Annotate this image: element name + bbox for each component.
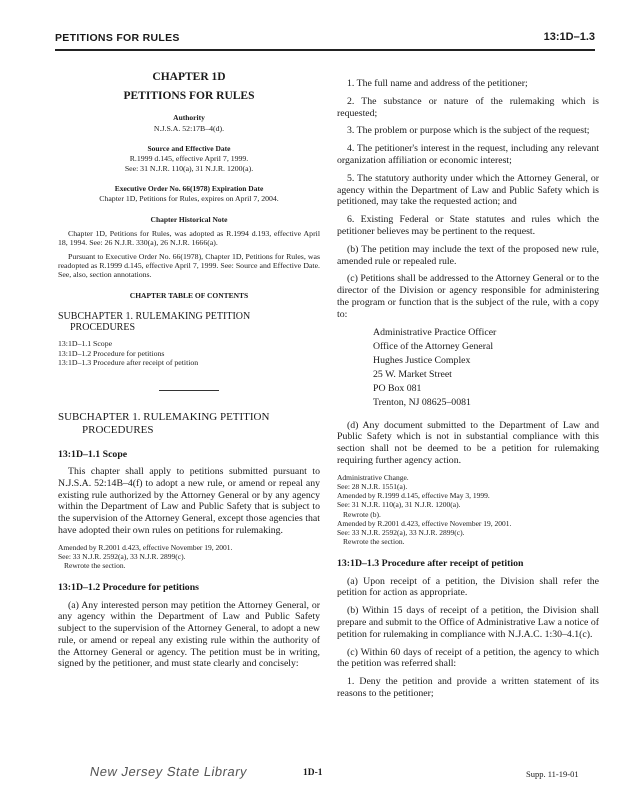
- section-heading-1-2: 13:1D–1.2 Procedure for petitions: [58, 582, 199, 594]
- paragraph-1-3-b: (b) Within 15 days of receipt of a petition, the Division shall prepare and submit to the Office of Administrative Law a notice of petition for rulemaking in compliance with N.J.A.C. 1:30–4.1(c).: [337, 605, 599, 640]
- chapter-number: CHAPTER 1D: [152, 71, 226, 83]
- supplement-date: Supp. 11-19-01: [526, 769, 579, 779]
- toc-label: Procedure after receipt of petition: [93, 358, 199, 368]
- address-line: PO Box 081: [373, 382, 422, 394]
- toc-item[interactable]: [58, 358, 320, 367]
- toc-subchapter: SUBCHAPTER 1. RULEMAKING PETITION: [58, 311, 251, 323]
- eo-heading: Executive Order No. 66(1978) Expiration Date: [114, 184, 264, 194]
- right-column: [337, 60, 599, 700]
- running-header: [55, 27, 595, 51]
- header-title: PETITIONS FOR RULES: [55, 32, 180, 44]
- source-text-1: R.1999 d.145, effective April 7, 1999.: [129, 154, 249, 164]
- history-text-1: Chapter 1D, Petitions for Rules, was adopted as R.1994 d.193, effective April 18, 1994. See: 26 N.J.R. 330(a), 26 N.J.R. 1666(a).: [58, 228, 320, 248]
- list-item: 5. The statutory authority under which the Attorney General, or agency within the Department of Law and Public Safety which is petitioned, may take the requested action; and: [337, 172, 599, 208]
- history-text-2: Pursuant to Executive Order No. 66(1978), Chapter 1D, Petitions for Rules, was readopted as R.1999 d.145, effective April 7, 1999. See: Source and Effective Date. See, also, section annotations.: [58, 251, 320, 280]
- toc-heading: CHAPTER TABLE OF CONTENTS: [129, 290, 249, 300]
- list-item: 1. The full name and address of the petitioner;: [347, 78, 528, 89]
- paragraph-1-3-c-1: 1. Deny the petition and provide a written statement of its reasons to the petitioner;: [337, 676, 599, 699]
- section-heading-1-1: 13:1D–1.1 Scope: [58, 448, 128, 460]
- paragraph-c: (c) Petitions shall be addressed to the Attorney General or to the director of the Division or agency responsible for administering the program or function that is the subject of the rule, with a copy to:: [337, 273, 599, 320]
- address-line: 25 W. Market Street: [373, 368, 452, 380]
- left-column: [58, 60, 320, 670]
- address-line: Administrative Practice Officer: [373, 326, 497, 338]
- paragraph-b: (b) The petition may include the text of the proposed new rule, amended rule or repealed rule.: [337, 243, 599, 267]
- scope-paragraph: This chapter shall apply to petitions submitted pursuant to N.J.S.A. 52:14B–4(f) to adopt a new rule, or amend or repeal any existing rule authorized by the Attorney General or by any agency within the Department of Law and Public Safety that is subject to the supervision of the Attorney General, except those agencies that have adopted their own rules on petitions for rulemaking.: [58, 465, 320, 536]
- toc-num: 13:1D–1.2: [58, 348, 92, 358]
- note-line: Amended by R.1999 d.145, effective May 3, 1999.: [337, 491, 490, 501]
- paragraph-1-3-a: (a) Upon receipt of a petition, the Division shall refer the petition for action as appropriate.: [337, 575, 599, 599]
- eo-text: Chapter 1D, Petitions for Rules, expires on April 7, 2004.: [99, 194, 279, 204]
- toc-list: [58, 339, 320, 367]
- section-notes-1-1: [58, 543, 320, 571]
- header-section: 13:1D–1.3: [543, 31, 595, 43]
- authority-heading: Authority: [173, 113, 205, 123]
- toc-item[interactable]: [58, 349, 320, 358]
- toc-subchapter-2: PROCEDURES: [70, 322, 136, 334]
- note-line: See: 33 N.J.R. 2592(a), 33 N.J.R. 2899(c).: [58, 551, 186, 561]
- subchapter-title-2: PROCEDURES: [82, 423, 154, 436]
- chapter-title: PETITIONS FOR RULES: [123, 90, 255, 103]
- divider: [159, 390, 219, 391]
- list-item: 2. The substance or nature of the rulemaking which is requested;: [337, 95, 599, 119]
- source-text-2: See: 31 N.J.R. 110(a), 31 N.J.R. 1200(a).: [124, 163, 254, 173]
- address-line: Trenton, NJ 08625–0081: [373, 396, 471, 408]
- toc-num: 13:1D–1.1: [58, 339, 92, 349]
- list-item: 3. The problem or purpose which is the subject of the request;: [347, 125, 590, 137]
- note-line: See: 33 N.J.R. 2592(a), 33 N.J.R. 2899(c).: [337, 527, 465, 537]
- page-footer: [0, 764, 622, 788]
- section-heading-1-3: 13:1D–1.3 Procedure after receipt of petition: [337, 558, 524, 570]
- toc-item[interactable]: [58, 339, 320, 348]
- section-notes-1-2: [337, 473, 599, 547]
- address-line: Hughes Justice Complex: [373, 354, 471, 366]
- petitions-paragraph-a: (a) Any interested person may petition the Attorney General, or any agency within the Department of Law and Public Safety subject to the supervision of the Attorney General, to adopt a new rule, or amend or repeal any existing rule within the authority of the Attorney General or agency. The petition must be in writing, signed by the petitioner, and must state clearly and concisely:: [58, 599, 320, 670]
- library-watermark: New Jersey State Library: [88, 764, 249, 779]
- history-heading: Chapter Historical Note: [150, 214, 228, 224]
- note-line: See: 31 N.J.R. 110(a), 31 N.J.R. 1200(a).: [337, 500, 461, 510]
- paragraph-d: (d) Any document submitted to the Department of Law and Public Safety which is not in substantial compliance with this section shall not be deemed to be a petition for rulemaking requiring further agency action.: [337, 419, 599, 466]
- toc-label: Procedure for petitions: [93, 348, 165, 358]
- source-heading: Source and Effective Date: [147, 144, 231, 154]
- note-line: See: 28 N.J.R. 1551(a).: [337, 481, 408, 491]
- list-item: 4. The petitioner's interest in the request, including any relevant organization affiliation or economic interest;: [337, 143, 599, 166]
- note-line: Rewrote the section.: [64, 561, 126, 571]
- mailing-address: [337, 326, 599, 410]
- list-item: 6. Existing Federal or State statutes and rules which the petitioner believes may be pertinent to the request.: [337, 214, 599, 237]
- note-line: Administrative Change.: [337, 472, 409, 482]
- note-line: Rewrote the section.: [343, 537, 405, 547]
- toc-num: 13:1D–1.3: [58, 358, 92, 368]
- toc-label: Scope: [93, 339, 113, 349]
- note-line: Rewrote (b).: [343, 509, 381, 519]
- paragraph-1-3-c: (c) Within 60 days of receipt of a petition, the agency to which the petition was referred shall:: [337, 646, 599, 670]
- authority-text: N.J.S.A. 52:17B–4(d).: [153, 123, 225, 133]
- page-number: 1D-1: [303, 768, 323, 778]
- address-line: Office of the Attorney General: [373, 340, 494, 352]
- note-line: Amended by R.2001 d.423, effective November 19, 2001.: [58, 542, 233, 552]
- note-line: Amended by R.2001 d.423, effective November 19, 2001.: [337, 518, 512, 528]
- subchapter-title: SUBCHAPTER 1. RULEMAKING PETITION: [58, 410, 270, 423]
